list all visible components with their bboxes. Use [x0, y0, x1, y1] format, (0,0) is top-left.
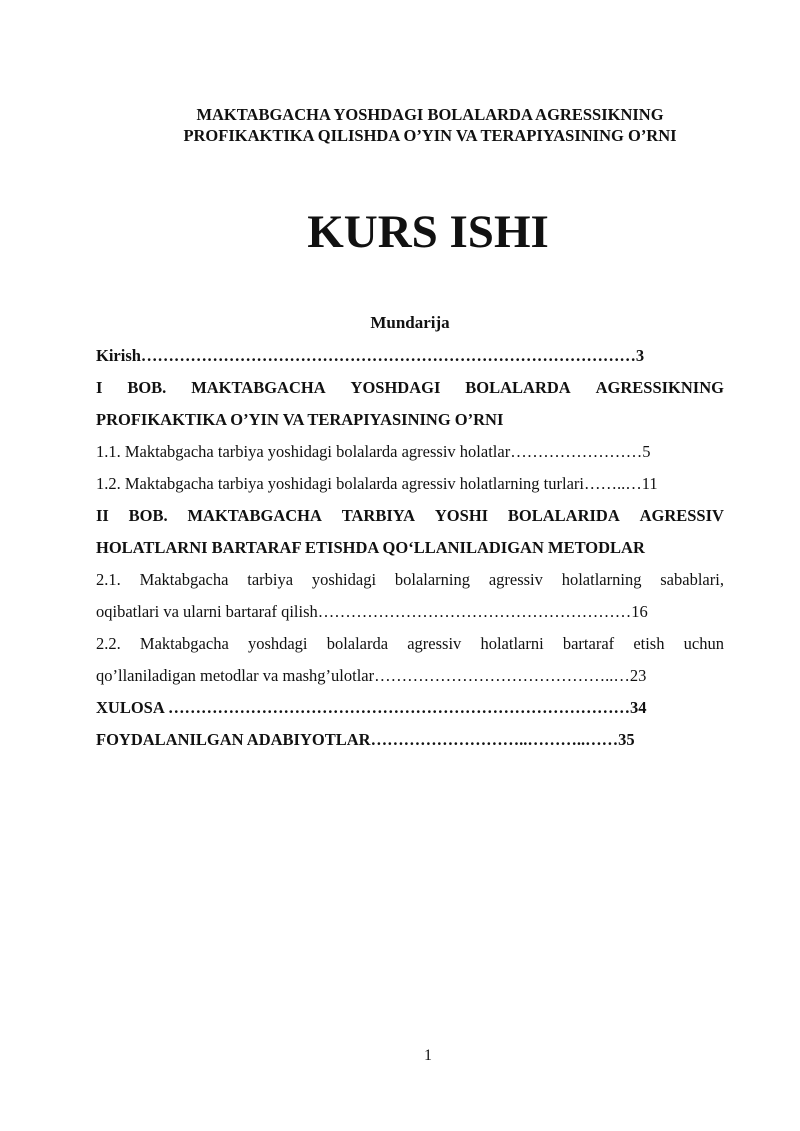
toc-entry-2-2-line-1[interactable]: [96, 628, 724, 660]
word: yoshdagi: [247, 634, 308, 653]
word: TARBIYA: [341, 506, 416, 525]
toc-entry-2-1-line-1[interactable]: [96, 564, 724, 596]
word: holatlarni: [480, 634, 544, 653]
word: BOLALARIDA: [507, 506, 620, 525]
toc-entry-2-2-line-2[interactable]: qo’llaniladigan metodlar va mashg’ulotlar……………………………………..…23: [96, 666, 647, 685]
word: Maktabgacha: [139, 570, 229, 589]
document-title: [0, 104, 800, 146]
word: etish: [633, 634, 665, 653]
table-of-contents: [96, 340, 724, 756]
toc-heading: Mundarija: [370, 313, 450, 332]
word: MAKTABGACHA: [191, 378, 326, 397]
word: holatlarning: [561, 570, 642, 589]
word: agressiv: [407, 634, 462, 653]
document-type-heading: KURS ISHI: [307, 206, 549, 258]
title-line-1: MAKTABGACHA YOSHDAGI BOLALARDA AGRESSIKNING: [196, 105, 664, 124]
word: YOSHDAGI: [350, 378, 441, 397]
word: MAKTABGACHA: [187, 506, 322, 525]
toc-chapter-2-line-1[interactable]: [96, 500, 724, 532]
toc-entry-conclusion[interactable]: XULOSA …………………………………………………………………………34: [96, 698, 647, 717]
word: AGRESSIV: [639, 506, 724, 525]
word: bolalarda: [326, 634, 389, 653]
word: BOLALARDA: [465, 378, 571, 397]
toc-chapter-1-line-2[interactable]: PROFIKAKTIKA O’YIN VA TERAPIYASINING O’RNI: [96, 410, 504, 429]
word: II: [96, 506, 109, 525]
word: tarbiya: [247, 570, 294, 589]
word: I: [96, 378, 103, 397]
toc-entry-1-2[interactable]: 1.2. Maktabgacha tarbiya yoshidagi bolalarda agressiv holatlarning turlari……..…11: [96, 474, 658, 493]
word: agressiv: [488, 570, 543, 589]
word: uchun: [683, 634, 724, 653]
word: 2.1.: [96, 570, 121, 589]
page-number: 1: [424, 1047, 432, 1064]
toc-entry-2-1-line-2[interactable]: oqibatlari va ularni bartaraf qilish…………………………………………………16: [96, 602, 648, 621]
word: yoshidagi: [311, 570, 377, 589]
word: bartaraf: [562, 634, 615, 653]
toc-entry-intro[interactable]: Kirish………………………………………………………………………………3: [96, 346, 645, 365]
toc-chapter-2-line-2[interactable]: HOLATLARNI BARTARAF ETISHDA QO‘LLANILADIGAN METODLAR: [96, 538, 645, 557]
word: YOSHI: [434, 506, 489, 525]
word: Maktabgacha: [139, 634, 229, 653]
word: sabablari,: [660, 570, 724, 589]
title-line-2: PROFIKAKTIKA QILISHDA O’YIN VA TERAPIYASINING O’RNI: [183, 126, 677, 145]
word: 2.2.: [96, 634, 121, 653]
word: AGRESSIKNING: [595, 378, 724, 397]
word: BOB.: [127, 378, 167, 397]
word: bolalarning: [394, 570, 471, 589]
word: BOB.: [128, 506, 168, 525]
toc-entry-1-1[interactable]: 1.1. Maktabgacha tarbiya yoshidagi bolalarda agressiv holatlar……………………5: [96, 442, 651, 461]
toc-chapter-1-line-1[interactable]: [96, 372, 724, 404]
toc-entry-references[interactable]: FOYDALANILGAN ADABIYOTLAR………………………..………..……35: [96, 730, 635, 749]
